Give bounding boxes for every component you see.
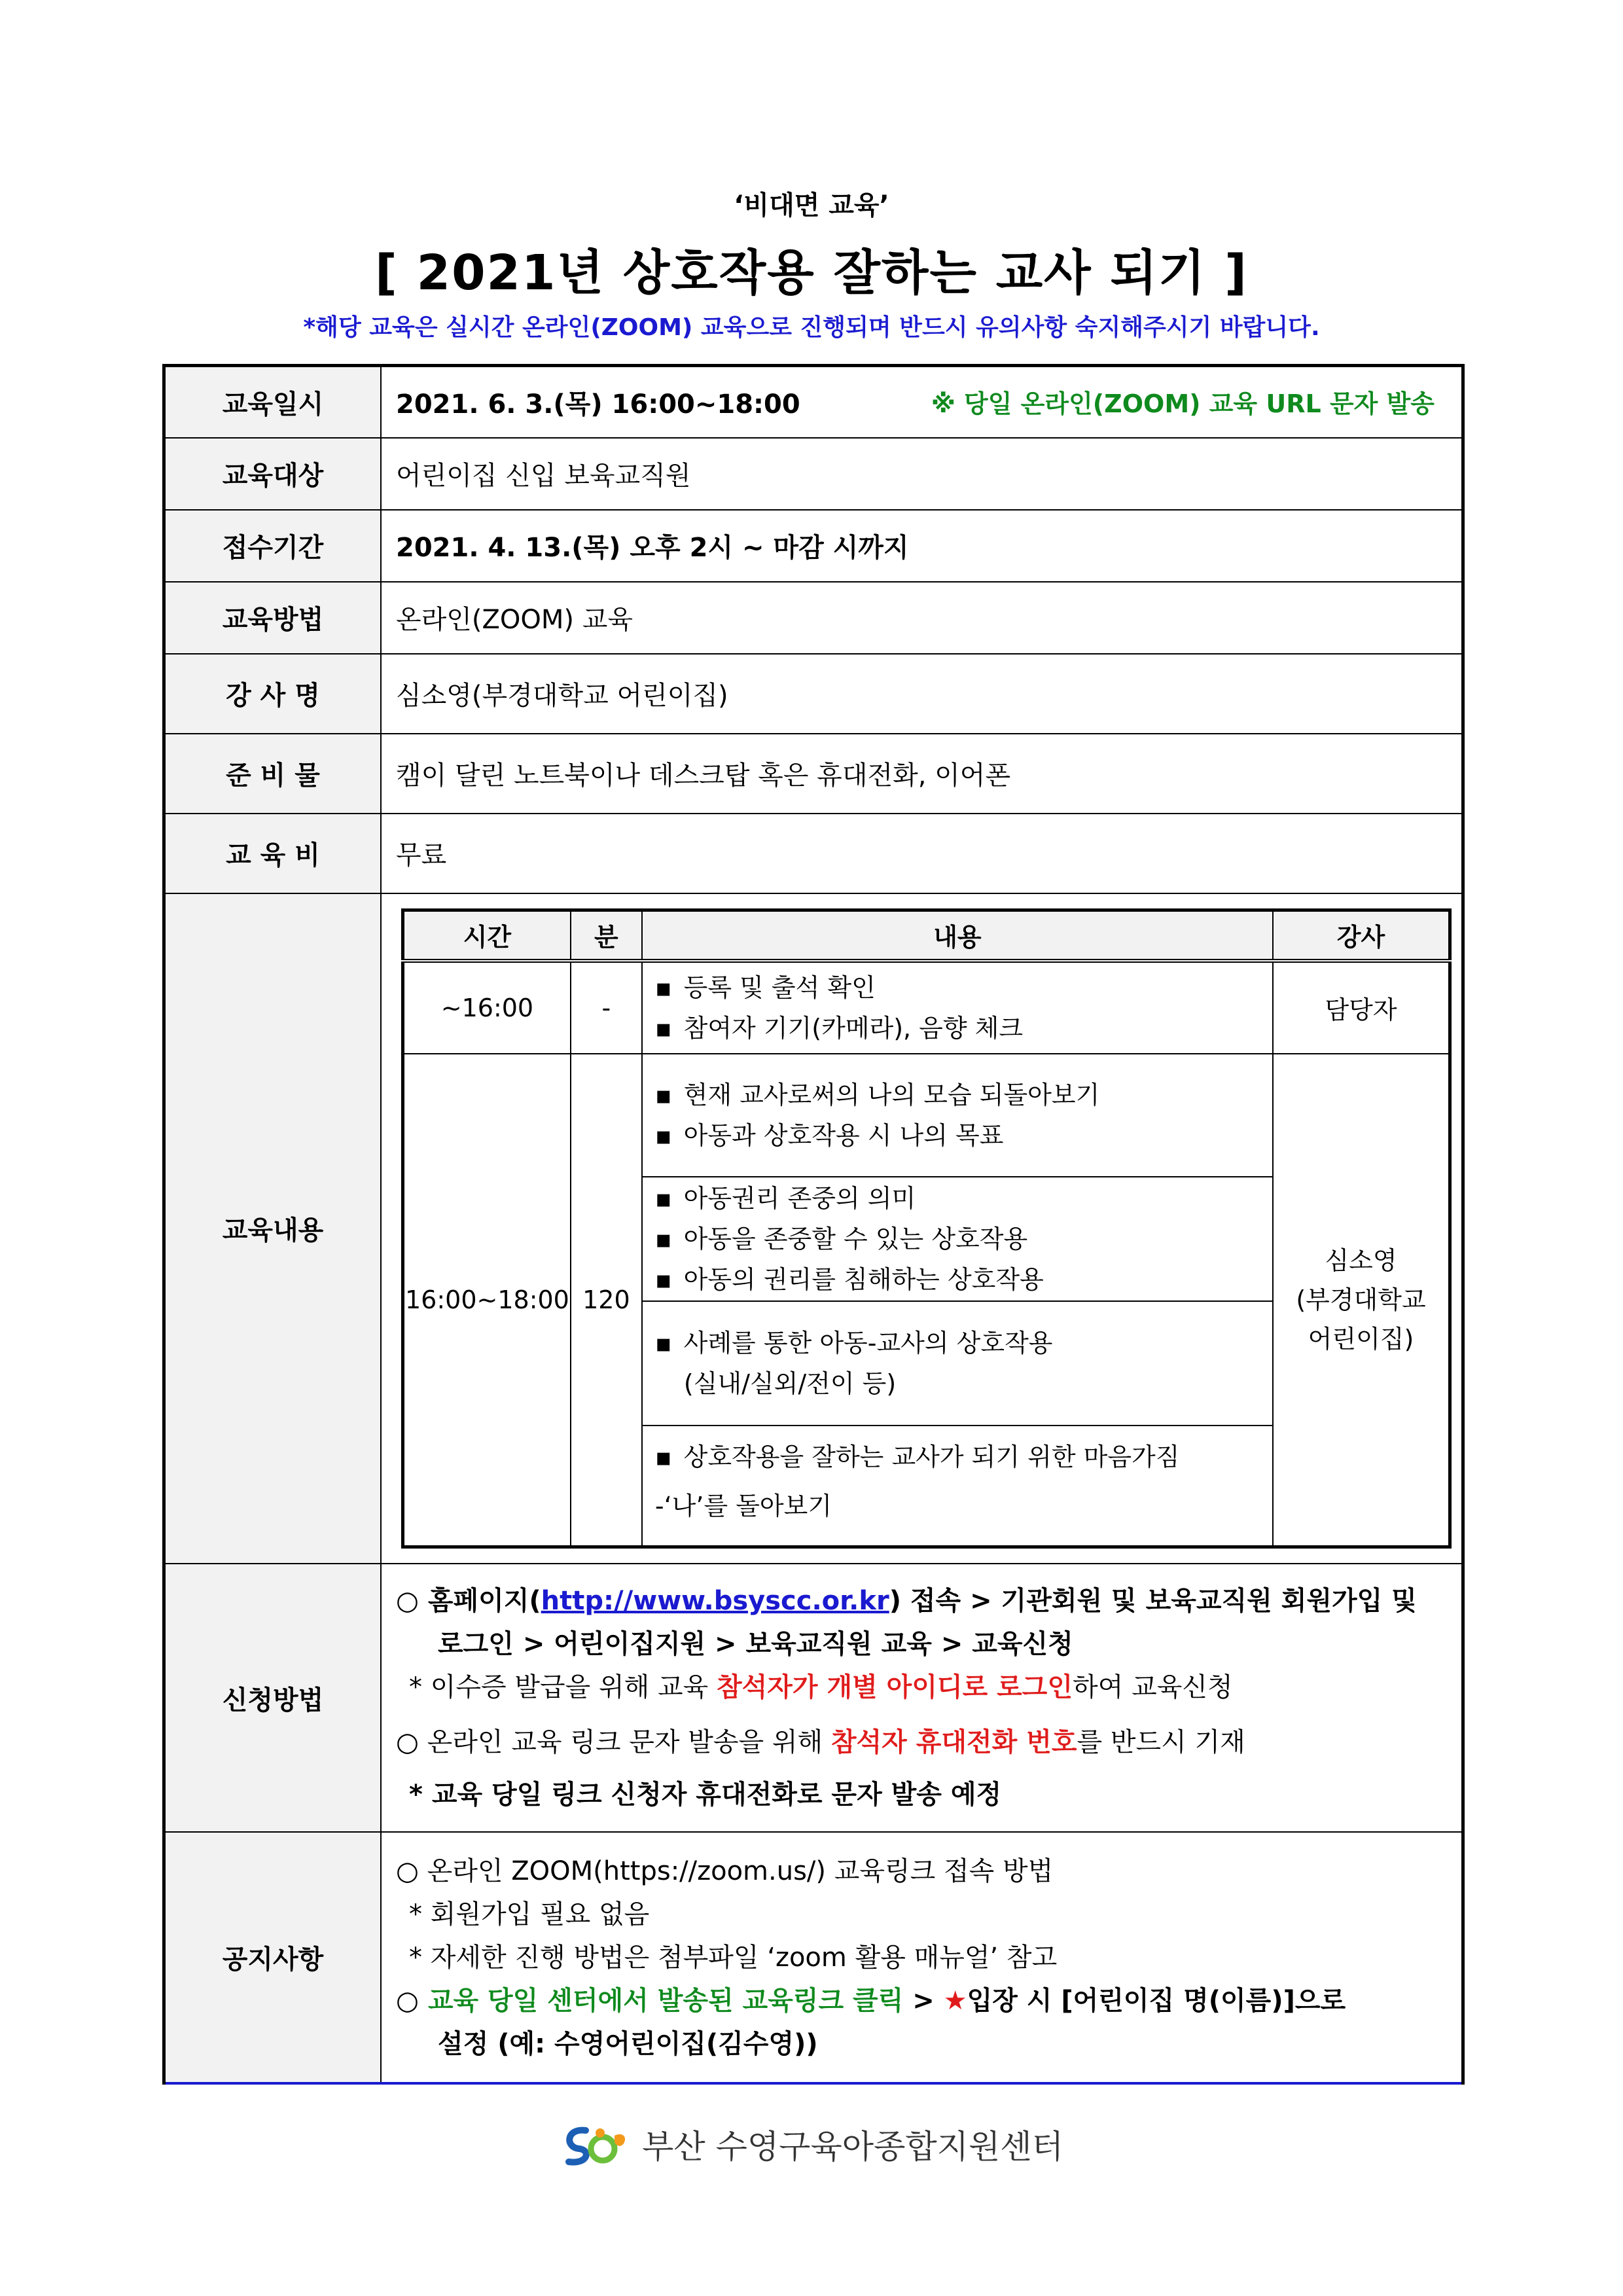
row-instructor <box>164 654 1463 734</box>
center-logo-icon <box>560 2123 632 2176</box>
notice-line4a: ○ <box>396 1985 428 2016</box>
sched-teacher <box>1273 1054 1450 1547</box>
row-period <box>164 510 1463 582</box>
sched-teacher: 담당자 <box>1273 961 1450 1054</box>
sched-head-min: 분 <box>571 910 642 961</box>
notice-line4b: > <box>903 1985 944 2016</box>
sched-item: ▪ 상호작용을 잘하는 교사가 되기 위한 마음가짐 <box>643 1437 1272 1477</box>
label-method: 교육방법 <box>164 582 382 654</box>
row-fee <box>164 814 1463 893</box>
sched-item: ▪ 아동을 존중할 수 있는 상호작용 <box>643 1219 1272 1259</box>
page-title: [ 2021년 상호작용 잘하는 교사 되기 ] <box>375 245 1248 301</box>
sched-row <box>403 961 1450 1054</box>
sched-item-sub: (실내/실외/전이 등) <box>683 1369 897 1398</box>
notice-line4c: 입장 시 [어린이집 명(이름)]으로 <box>967 1985 1346 2016</box>
teacher-org: (부경대학교 <box>1296 1285 1426 1314</box>
star-icon: ★ <box>943 1985 967 2016</box>
label-apply: 신청방법 <box>164 1564 382 1832</box>
sched-item: ▪ 아동의 권리를 침해하는 상호작용 <box>643 1259 1272 1300</box>
teacher-name: 심소영 <box>1325 1246 1397 1275</box>
footer-org: 부산 수영구육아종합지원센터 <box>642 2128 1063 2166</box>
sched-head-content: 내용 <box>642 910 1273 961</box>
apply-line3b: 하여 교육신청 <box>1073 1672 1233 1702</box>
sched-head-teacher: 강사 <box>1273 910 1450 961</box>
apply-line4a: ○ 온라인 교육 링크 문자 발송을 위해 <box>396 1727 831 1757</box>
value-fee: 무료 <box>381 814 1463 893</box>
homepage-link[interactable]: http://www.bsyscc.or.kr <box>541 1586 889 1616</box>
sched-item: ▪ 현재 교사로써의 나의 모습 되돌아보기 <box>643 1075 1272 1115</box>
row-apply <box>164 1564 1463 1832</box>
label-instructor: 강 사 명 <box>164 654 382 734</box>
value-method: 온라인(ZOOM) 교육 <box>381 582 1463 654</box>
notice-line5: 설정 (예: 수영어린이집(김수영)) <box>438 2028 818 2059</box>
sched-row <box>403 1054 1450 1177</box>
sched-head-time: 시간 <box>403 910 571 961</box>
sched-item: ▪ 아동과 상호작용 시 나의 목표 <box>643 1115 1272 1156</box>
date-note: ※ 당일 온라인(ZOOM) 교육 URL 문자 발송 <box>931 389 1435 418</box>
sched-min: - <box>571 961 642 1054</box>
label-date: 교육일시 <box>164 366 382 438</box>
apply-line2: 로그인 > 어린이집지원 > 보육교직원 교육 > 교육신청 <box>438 1629 1073 1659</box>
sched-time: 16:00~18:00 <box>403 1054 571 1547</box>
notice-line1: ○ 온라인 ZOOM(https://zoom.us/) 교육링크 접속 방법 <box>396 1856 1054 1886</box>
row-method <box>164 582 1463 654</box>
apply-line5: * 교육 당일 링크 신청자 휴대전화로 문자 발송 예정 <box>409 1780 1002 1810</box>
value-prep: 캠이 달린 노트북이나 데스크탑 혹은 휴대전화, 이어폰 <box>381 734 1463 814</box>
sched-item-sub: -‘나’를 돌아보기 <box>654 1491 832 1520</box>
apply-line1b: ) 접속 > 기관회원 및 보육교직원 회원가입 및 <box>889 1586 1417 1616</box>
notice-line4-green: 교육 당일 센터에서 발송된 교육링크 클릭 <box>427 1985 904 2016</box>
apply-line4-red: 참석자 휴대전화 번호 <box>830 1727 1077 1757</box>
apply-line3a: * 이수증 발급을 위해 교육 <box>409 1672 717 1702</box>
notice-line3: * 자세한 진행 방법은 첨부파일 ‘zoom 활용 매뉴얼’ 참고 <box>409 1942 1058 1973</box>
apply-line4b: 를 반드시 기재 <box>1077 1727 1245 1757</box>
footer <box>0 2121 1623 2176</box>
subtitle: ‘비대면 교육’ <box>734 190 889 221</box>
row-target <box>164 438 1463 510</box>
label-period: 접수기간 <box>164 510 382 582</box>
value-target: 어린이집 신입 보육교직원 <box>381 438 1463 510</box>
value-period: 2021. 4. 13.(목) 오후 2시 ~ 마감 시까지 <box>381 510 1463 582</box>
row-notice <box>164 1832 1463 2083</box>
value-instructor: 심소영(부경대학교 어린이집) <box>381 654 1463 734</box>
schedule-table <box>401 908 1452 1549</box>
label-notice: 공지사항 <box>164 1832 382 2083</box>
row-content <box>164 893 1463 1564</box>
notice-line2: * 회원가입 필요 없음 <box>409 1899 650 1929</box>
label-target: 교육대상 <box>164 438 382 510</box>
sched-item: ▪ 사례를 통한 아동-교사의 상호작용 <box>643 1323 1272 1363</box>
sched-item: ▪ 아동권리 존중의 의미 <box>643 1178 1272 1219</box>
info-table <box>162 364 1465 2085</box>
sched-time: ~16:00 <box>403 961 571 1054</box>
notice-line: *해당 교육은 실시간 온라인(ZOOM) 교육으로 진행되며 반드시 유의사항 숙지해주시기 바랍니다. <box>303 314 1320 341</box>
row-prep <box>164 734 1463 814</box>
label-fee: 교 육 비 <box>164 814 382 893</box>
teacher-org: 어린이집) <box>1308 1324 1414 1354</box>
row-date <box>164 366 1463 438</box>
label-prep: 준 비 물 <box>164 734 382 814</box>
value-date: 2021. 6. 3.(목) 16:00~18:00 <box>396 389 800 420</box>
sched-item: ▪ 참여자 기기(카메라), 음향 체크 <box>643 1008 1272 1049</box>
sched-item: ▪ 등록 및 출석 확인 <box>643 967 1272 1008</box>
sched-min: 120 <box>571 1054 642 1547</box>
apply-line3-red: 참석자가 개별 아이디로 로그인 <box>716 1672 1073 1702</box>
label-content: 교육내용 <box>164 893 382 1564</box>
apply-line1a: ○ 홈페이지( <box>396 1586 541 1616</box>
